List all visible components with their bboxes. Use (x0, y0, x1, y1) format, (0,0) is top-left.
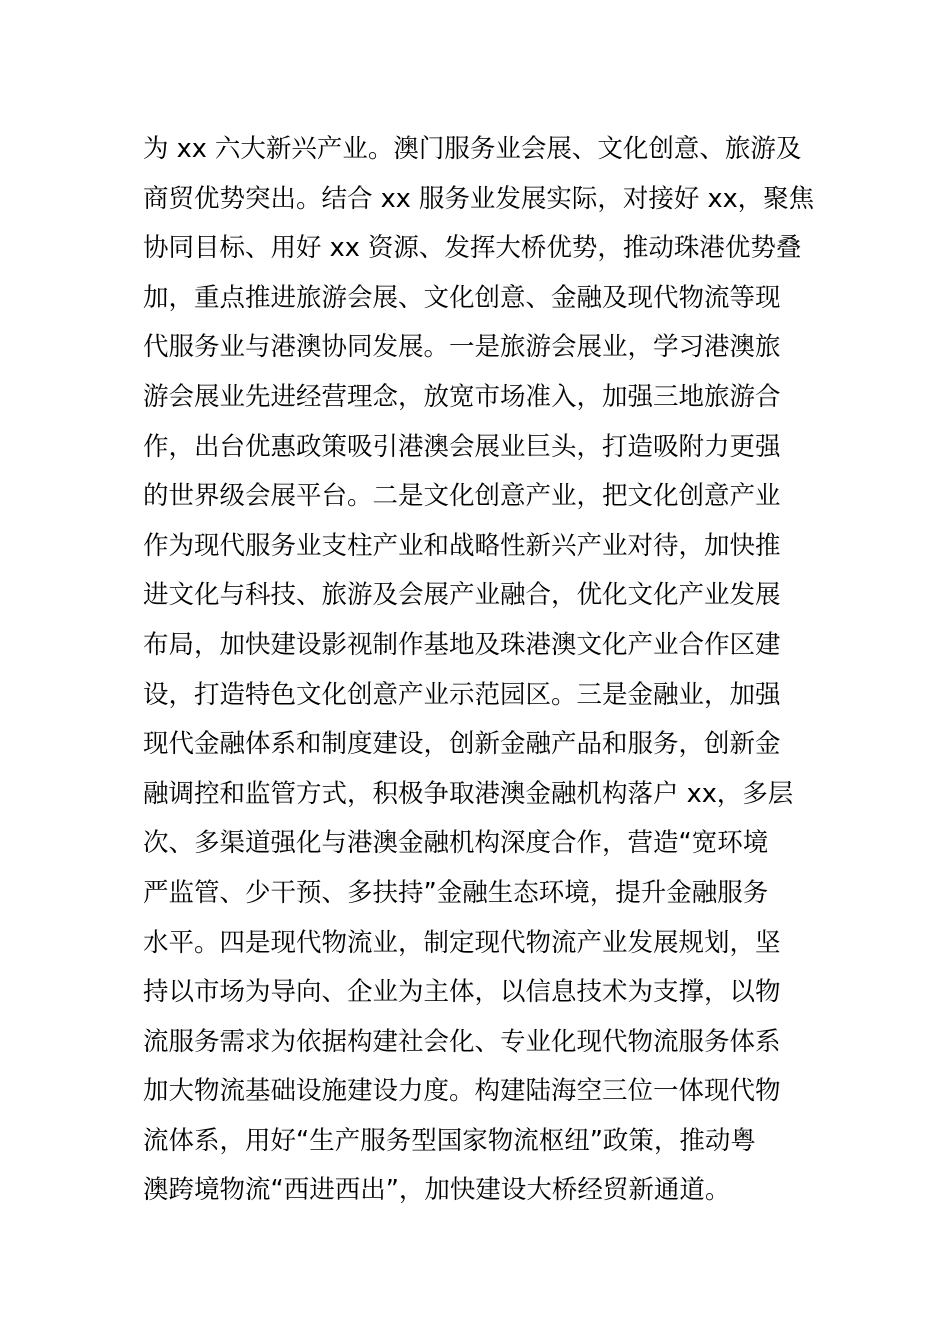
text-line: 进文化与科技、旅游及会展产业融合，优化文化产业发展 (143, 580, 781, 611)
text-line: 加大物流基础设施建设力度。构建陆海空三位一体现代物 (143, 1076, 781, 1107)
text-line: 为 xx 六大新兴产业。澳门服务业会展、文化创意、旅游及 (143, 134, 802, 164)
text-line: 现代金融体系和制度建设，创新金融产品和服务，创新金 (143, 729, 781, 760)
text-line: 严监管、少干预、多扶持”金融生态环境，提升金融服务 (143, 877, 769, 908)
text-line: 加，重点推进旅游会展、文化创意、金融及现代物流等现 (143, 282, 781, 313)
body-paragraph (143, 125, 823, 1216)
text-line: 代服务业与港澳协同发展。一是旅游会展业，学习港澳旅 (143, 332, 781, 363)
text-line: 持以市场为导向、企业为主体，以信息技术为支撑，以物 (143, 977, 781, 1008)
text-line: 流服务需求为依据构建社会化、专业化现代物流服务体系 (143, 1026, 781, 1057)
text-line: 流体系，用好“生产服务型国家物流枢纽”政策，推动粤 (143, 1125, 756, 1156)
text-line: 的世界级会展平台。二是文化创意产业，把文化创意产业 (143, 481, 781, 512)
text-line: 协同目标、用好 xx 资源、发挥大桥优势，推动珠港优势叠 (143, 233, 802, 264)
text-line: 融调控和监管方式，积极争取港澳金融机构落户 xx，多层 (143, 778, 794, 809)
text-line: 水平。四是现代物流业，制定现代物流产业发展规划，坚 (143, 927, 781, 958)
text-line: 作，出台优惠政策吸引港澳会展业巨头，打造吸附力更强 (143, 431, 781, 462)
text-line: 设，打造特色文化创意产业示范园区。三是金融业，加强 (143, 679, 781, 710)
text-line: 商贸优势突出。结合 xx 服务业发展实际，对接好 xx，聚焦 (143, 183, 815, 214)
text-line: 布局，加快建设影视制作基地及珠港澳文化产业合作区建 (143, 629, 781, 660)
text-line: 游会展业先进经营理念，放宽市场准入，加强三地旅游合 (143, 381, 781, 412)
text-line: 作为现代服务业支柱产业和战略性新兴产业对待，加快推 (143, 530, 781, 561)
text-line: 次、多渠道强化与港澳金融机构深度合作，营造“宽环境 (143, 828, 769, 859)
text-line: 澳跨境物流“西进西出”，加快建设大桥经贸新通道。 (143, 1175, 731, 1206)
